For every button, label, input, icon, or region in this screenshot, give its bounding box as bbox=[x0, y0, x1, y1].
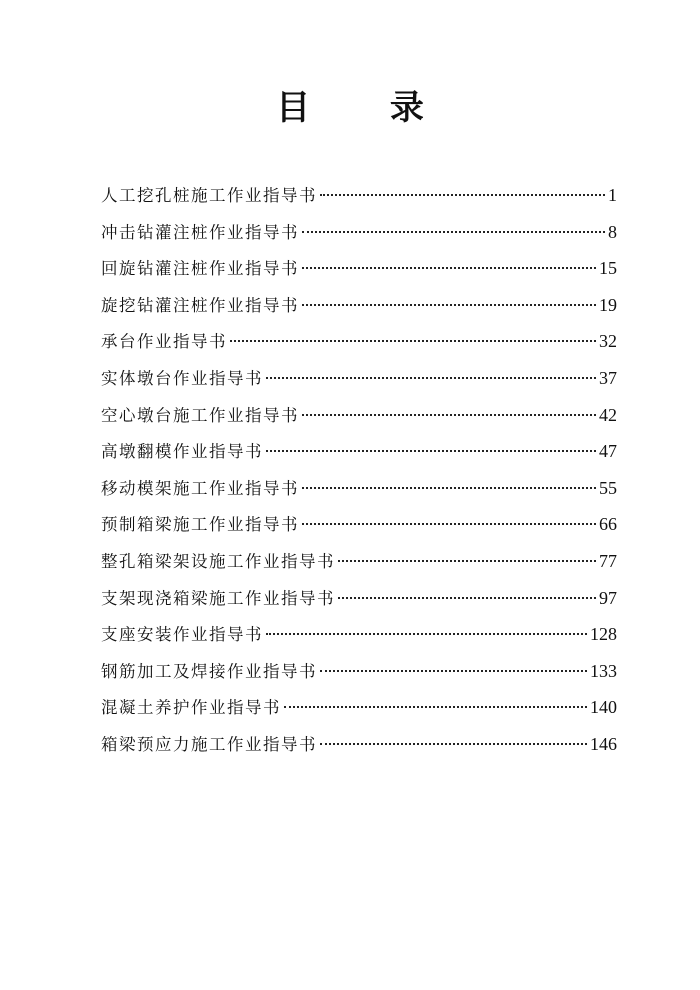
toc-entry-page: 77 bbox=[599, 550, 617, 571]
toc-entry-page: 55 bbox=[599, 477, 617, 498]
toc-entry-label: 整孔箱梁架设施工作业指导书 bbox=[101, 551, 335, 571]
toc-dot-leader bbox=[266, 377, 596, 379]
toc-entry-label: 承台作业指导书 bbox=[101, 332, 227, 352]
toc-entry-label: 人工挖孔桩施工作业指导书 bbox=[101, 186, 317, 205]
toc-dot-leader bbox=[338, 560, 596, 562]
toc-dot-leader bbox=[320, 670, 587, 672]
toc-entry[interactable] bbox=[101, 543, 617, 580]
toc-entry-label: 高墩翻模作业指导书 bbox=[101, 442, 263, 462]
toc-dot-leader bbox=[230, 340, 596, 342]
toc-entry-page: 140 bbox=[590, 697, 617, 718]
toc-dot-leader bbox=[338, 597, 596, 599]
toc-entry[interactable] bbox=[101, 214, 617, 251]
toc-entry-page: 133 bbox=[590, 660, 617, 681]
toc-entry[interactable] bbox=[101, 506, 617, 543]
toc-entry[interactable] bbox=[101, 616, 617, 653]
toc-dot-leader bbox=[302, 414, 596, 416]
toc-entry[interactable] bbox=[101, 689, 617, 726]
toc-entry-label: 旋挖钻灌注桩作业指导书 bbox=[101, 295, 299, 315]
toc-entry[interactable] bbox=[101, 177, 617, 214]
toc-entry[interactable] bbox=[101, 726, 617, 763]
table-of-contents bbox=[101, 177, 617, 763]
toc-dot-leader bbox=[302, 267, 596, 269]
toc-entry[interactable] bbox=[101, 580, 617, 617]
toc-entry-page: 1 bbox=[608, 185, 617, 205]
toc-entry-page: 47 bbox=[599, 441, 617, 462]
toc-dot-leader bbox=[302, 487, 596, 489]
toc-entry-label: 空心墩台施工作业指导书 bbox=[101, 405, 299, 425]
toc-entry-page: 15 bbox=[599, 258, 617, 279]
toc-entry-label: 箱梁预应力施工作业指导书 bbox=[101, 734, 317, 754]
toc-dot-leader bbox=[320, 743, 587, 745]
toc-dot-leader bbox=[302, 231, 605, 233]
toc-entry-page: 146 bbox=[590, 733, 617, 754]
toc-dot-leader bbox=[266, 633, 587, 635]
toc-entry[interactable] bbox=[101, 433, 617, 470]
toc-entry-page: 32 bbox=[599, 331, 617, 352]
toc-entry-page: 66 bbox=[599, 514, 617, 535]
toc-dot-leader bbox=[302, 304, 596, 306]
toc-entry-label: 移动模架施工作业指导书 bbox=[101, 478, 299, 498]
toc-entry-page: 42 bbox=[599, 404, 617, 425]
toc-dot-leader bbox=[266, 450, 596, 452]
toc-entry[interactable] bbox=[101, 323, 617, 360]
toc-entry-label: 支座安装作业指导书 bbox=[101, 625, 263, 645]
toc-entry-label: 冲击钻灌注桩作业指导书 bbox=[101, 222, 299, 242]
toc-entry-label: 回旋钻灌注桩作业指导书 bbox=[101, 259, 299, 279]
toc-entry-label: 支架现浇箱梁施工作业指导书 bbox=[101, 588, 335, 608]
toc-entry[interactable] bbox=[101, 470, 617, 507]
toc-entry[interactable] bbox=[101, 653, 617, 690]
toc-entry-page: 97 bbox=[599, 587, 617, 608]
page-title: 目 录 bbox=[276, 88, 458, 128]
toc-entry-label: 实体墩台作业指导书 bbox=[101, 368, 263, 388]
toc-entry[interactable] bbox=[101, 287, 617, 324]
toc-entry-page: 37 bbox=[599, 367, 617, 388]
toc-entry[interactable] bbox=[101, 397, 617, 434]
toc-entry-page: 8 bbox=[608, 221, 617, 242]
toc-entry-label: 钢筋加工及焊接作业指导书 bbox=[101, 661, 317, 681]
toc-dot-leader bbox=[284, 706, 587, 708]
toc-entry[interactable] bbox=[101, 360, 617, 397]
toc-dot-leader bbox=[302, 523, 596, 525]
toc-entry-page: 19 bbox=[599, 294, 617, 315]
toc-entry[interactable] bbox=[101, 250, 617, 287]
toc-entry-label: 预制箱梁施工作业指导书 bbox=[101, 515, 299, 535]
toc-dot-leader bbox=[320, 194, 605, 196]
toc-entry-label: 混凝土养护作业指导书 bbox=[101, 698, 281, 718]
toc-entry-page: 128 bbox=[590, 624, 617, 645]
